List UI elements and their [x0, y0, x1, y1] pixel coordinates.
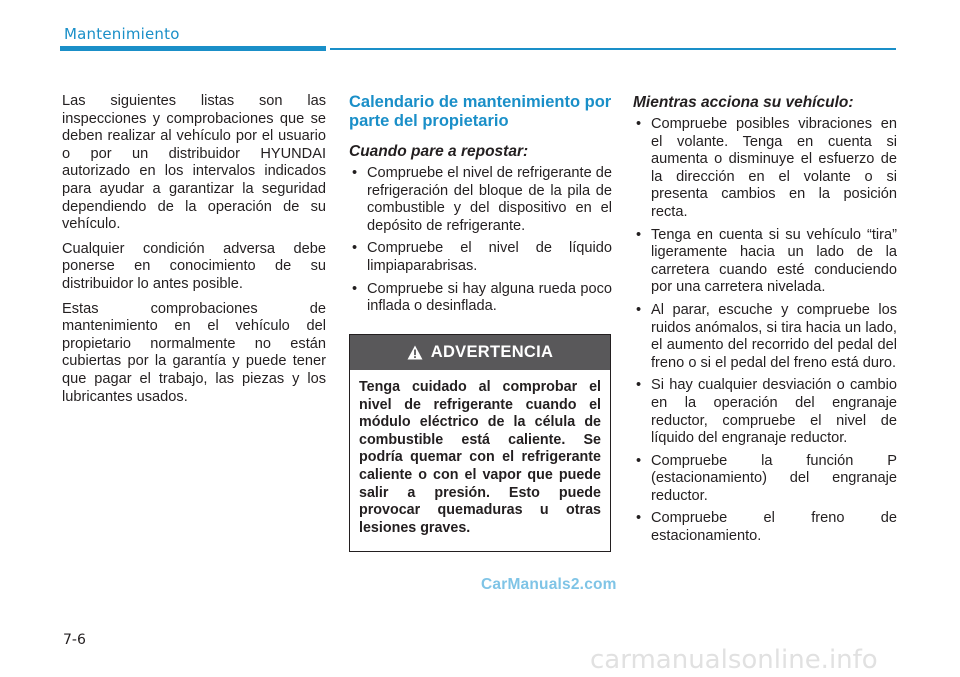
intro-paragraph: Estas comprobaciones de mantenimiento en el vehículo del propietario normalmente no están cubiertas por la garantía y puede tener que pagar el trabajo, las piezas y los lubricantes usados. — [62, 300, 326, 405]
list-item: • Compruebe la función P (estacionamiento) del engranaje reductor. — [633, 453, 897, 506]
list-item: • Compruebe posibles vibraciones en el volante. Tenga en cuenta si aumenta o disminuye el esfuerzo de la dirección en el volante o si presenta cambios en la posición recta. — [633, 116, 897, 222]
driving-column — [633, 93, 897, 551]
list-item: • Compruebe el freno de estacionamiento. — [633, 510, 897, 545]
driving-heading: Mientras acciona su vehículo: — [633, 94, 854, 111]
warning-text: Tenga cuidado al comprobar el nivel de refrigerante cuando el módulo eléctrico de la célula de combustible está caliente. Se podría quemar con el refrigerante caliente o con el vapor que puede salir a presión. Esto puede provocar quemaduras u otras lesiones graves. — [359, 379, 601, 536]
header-rule-thick — [60, 46, 326, 51]
intro-paragraph: Las siguientes listas son las inspecciones y comprobaciones que se deben realizar al vehículo por el usuario o por un distribuidor HYUNDAI autorizado en los intervalos indicados para ayudar a garantizar la seguridad dependiendo de la operación de su vehículo. — [62, 93, 326, 233]
list-item: • Si hay cualquier desviación o cambio en la operación del engranaje reductor, compruebe el nivel de líquido del engranaje reductor. — [633, 377, 897, 447]
refuel-heading: Cuando pare a repostar: — [349, 143, 529, 160]
list-item: • Compruebe el nivel de líquido limpiaparabrisas. — [349, 240, 612, 275]
warning-header — [350, 335, 610, 370]
footer-watermark: carmanualsonline.info — [590, 645, 878, 675]
schedule-title: Calendario de mantenimiento por parte del propietario — [349, 93, 612, 130]
list-item: • Al parar, escuche y compruebe los ruidos anómalos, si tira hacia un lado, el aumento del recorrido del pedal del freno o si el pedal del freno está duro. — [633, 302, 897, 372]
list-item: • Tenga en cuenta si su vehículo “tira” ligeramente hacia un lado de la carretera cuando esté conduciendo por una carretera nivelada. — [633, 227, 897, 297]
warning-triangle-icon — [407, 345, 423, 360]
warning-box — [349, 334, 611, 552]
intro-paragraph: Cualquier condición adversa debe ponerse en conocimiento de su distribuidor lo antes posible. — [62, 240, 326, 292]
section-header-title: Mantenimiento — [64, 25, 180, 43]
watermark-link[interactable]: CarManuals2.com — [481, 576, 617, 593]
warning-title: ADVERTENCIA — [430, 343, 554, 361]
schedule-column — [349, 93, 612, 321]
driving-list — [633, 116, 897, 546]
intro-column — [62, 93, 326, 413]
list-item: • Compruebe el nivel de refrigerante de refrigeración del bloque de la pila de combustible y del dispositivo en el depósito de refrigerante. — [349, 165, 612, 235]
header-rule-thin — [330, 48, 896, 50]
page-number: 7-6 — [63, 632, 86, 648]
refuel-list — [349, 165, 612, 316]
list-item: • Compruebe si hay alguna rueda poco inflada o desinflada. — [349, 281, 612, 316]
